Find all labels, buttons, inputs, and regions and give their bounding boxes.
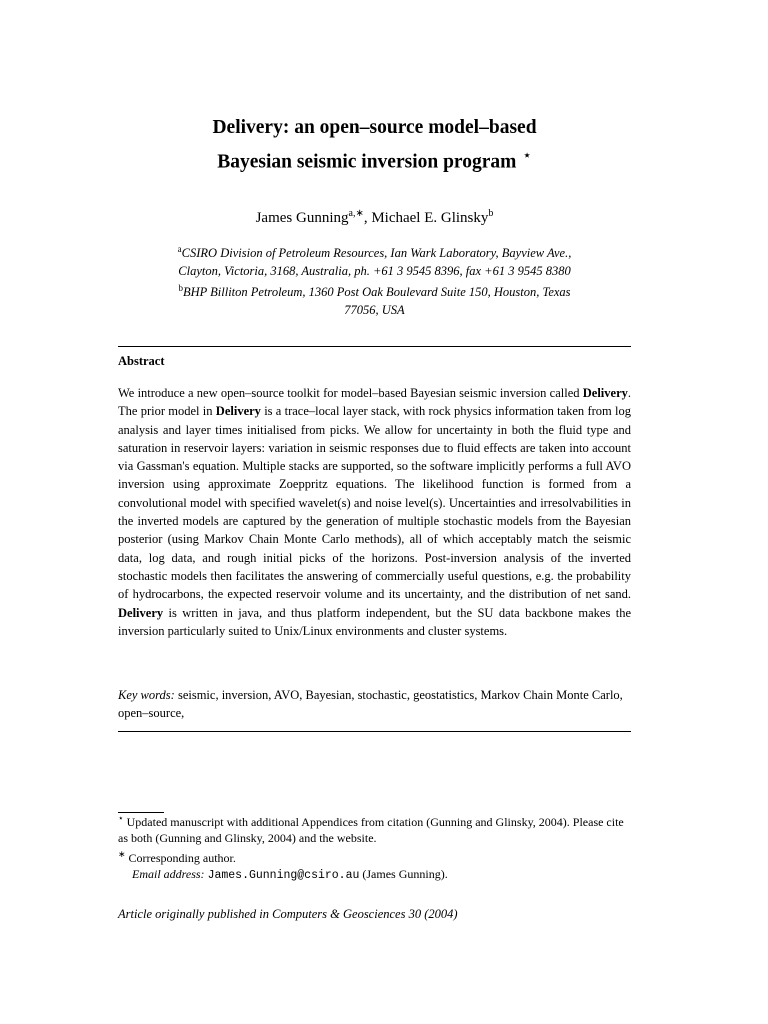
affiliation-a <box>118 240 631 280</box>
author-separator: , <box>363 210 372 226</box>
affiliation-a-line-2: Clayton, Victoria, 3168, Australia, ph. +61 3 9545 8396, fax +61 3 9545 8380 <box>178 264 571 279</box>
abstract-heading: Abstract <box>118 354 165 368</box>
keywords-label: Key words: <box>118 688 175 702</box>
footnote-star-text: Updated manuscript with additional Appendices from citation (Gunning and Glinsky, 2004). Please cite as both (Gunning and Glinsky, 2004) and the website. <box>118 815 624 845</box>
affiliation-b-mark: b <box>178 283 183 293</box>
abstract-part-4: is written in java, and thus platform independent, but the SU data backbone makes the inversion particularly suited to Unix/Linux environments and cluster systems. <box>118 605 631 638</box>
affiliation-b-line-1-text: BHP Billiton Petroleum, 1360 Post Oak Boulevard Suite 150, Houston, Texas <box>182 285 571 300</box>
publication-note: Article originally published in Computers & Geosciences 30 (2004) <box>118 907 458 921</box>
footnote-corresponding <box>118 846 631 866</box>
abstract-text <box>118 384 631 640</box>
footnote-corr-text: Corresponding author. <box>128 851 236 865</box>
author-1-marks: a,∗ <box>348 208 364 219</box>
affiliation-a-line-1-text: CSIRO Division of Petroleum Resources, Ian Wark Laboratory, Bayview Ave., <box>181 246 572 261</box>
footnote-corr-mark: ∗ <box>118 849 126 859</box>
abstract-bold-2: Delivery <box>215 404 261 419</box>
footnote-star-mark: ⋆ <box>118 813 124 823</box>
title-line-2 <box>118 142 631 177</box>
paper-title <box>118 114 631 177</box>
abstract-bottom-rule <box>118 731 631 732</box>
affiliation-b <box>118 279 631 319</box>
footnote-email <box>118 866 631 884</box>
email-address[interactable]: James.Gunning@csiro.au <box>207 869 360 882</box>
email-suffix: (James Gunning). <box>359 867 448 881</box>
keywords <box>118 686 631 722</box>
title-star-mark: ⋆ <box>522 148 532 164</box>
affiliation-b-line-1 <box>118 279 631 301</box>
title-line-1: Delivery: an open–source model–based <box>212 117 537 138</box>
abstract-part-1: We introduce a new open–source toolkit for model–based Bayesian seismic inversion called <box>118 386 583 400</box>
keywords-text: seismic, inversion, AVO, Bayesian, stochastic, geostatistics, Markov Chain Monte Carlo, open–source, <box>118 688 623 720</box>
author-1: James Gunning <box>255 210 349 226</box>
abstract-part-2: . The prior model in <box>118 386 631 419</box>
footnote-star <box>118 810 631 846</box>
affiliation-a-mark: a <box>177 244 182 254</box>
title-line-2-text: Bayesian seismic inversion program <box>217 151 517 173</box>
author-list <box>118 208 631 227</box>
abstract-part-3: is a trace–local layer stack, with rock physics information taken from log analysis and layer times initialised from picks. We allow for uncertainty in both the fluid type and saturation in reservoir layers: variation in seismic responses due to fluid effects are taken into account via Gassman's equation. Multiple stacks are supported, so the software implicitly performs a full AVO inversion using approximate Zoeppritz equations. The likelihood function is formed from a convolutional model with specified wavelet(s) and noise level(s). Uncertainties and irresolvabilities in the inverted models are captured by the generation of multiple stochastic models from the Bayesian posterior (using Markov Chain Monte Carlo methods), all of which acceptably match the seismic data, log data, and rough initial picks of the horizons. Post-inversion analysis of the inverted stochastic models then facilitates the answering of commercially useful questions, e.g. the probability of hydrocarbons, the expected reservoir volume and its uncertainty, and the distribution of net sand. <box>118 404 631 602</box>
abstract-bold-3: Delivery <box>118 605 164 620</box>
abstract-top-rule <box>118 346 631 347</box>
author-2-marks: b <box>488 208 494 219</box>
author-2: Michael E. Glinsky <box>371 210 489 226</box>
footnotes <box>118 810 631 884</box>
abstract-bold-1: Delivery <box>582 386 628 400</box>
email-label: Email address: <box>132 867 205 881</box>
affiliation-a-line-1 <box>118 240 631 262</box>
affiliation-b-line-2: 77056, USA <box>344 303 405 318</box>
